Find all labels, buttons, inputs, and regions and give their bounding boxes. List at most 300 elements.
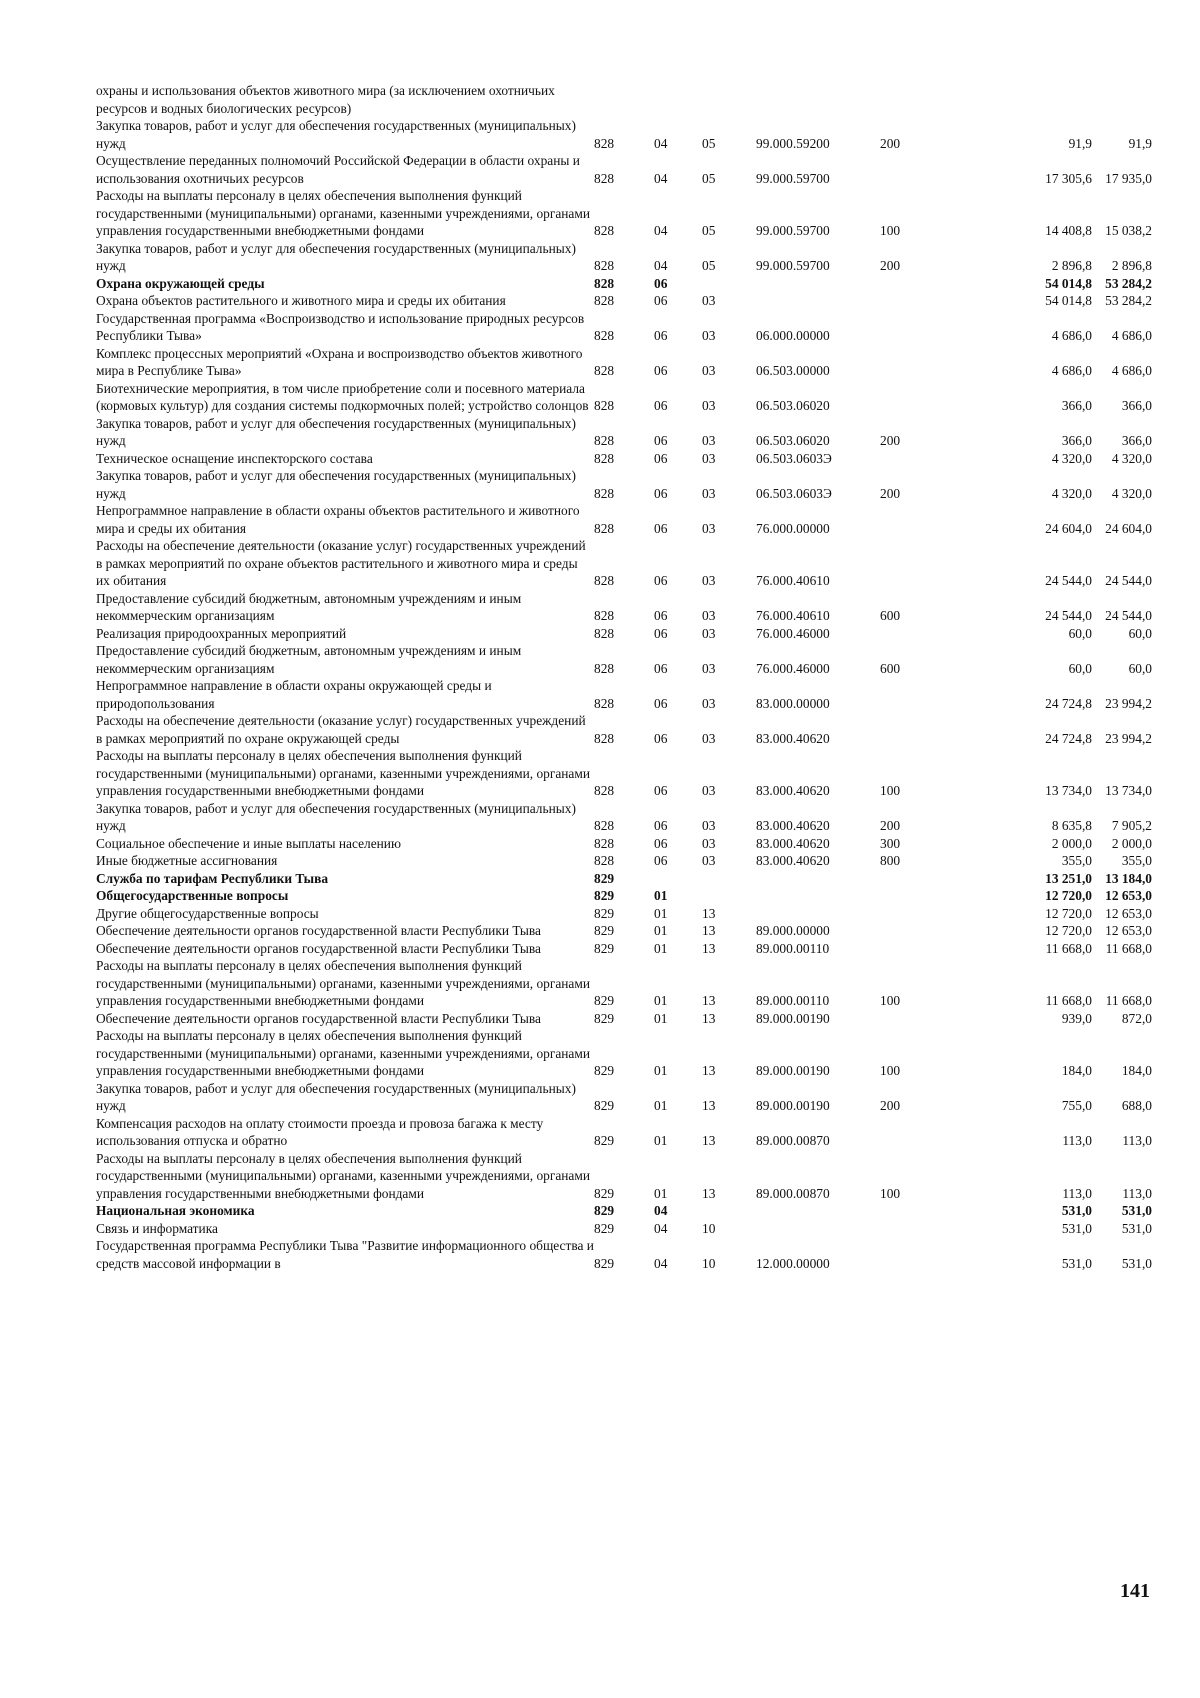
row-amount-year-1: 11 668,0 bbox=[1045, 940, 1092, 956]
row-amount-year-1: 939,0 bbox=[1061, 1010, 1092, 1026]
row-grbs-code: 828 bbox=[594, 573, 615, 588]
row-amount-year-2: 4 320,0 bbox=[1111, 485, 1152, 501]
page-number: 141 bbox=[1120, 1580, 1150, 1602]
row-target-article-code: 83.000.40620 bbox=[756, 853, 830, 868]
row-name: Обеспечение деятельности органов государственной власти Республики Тыва bbox=[96, 923, 541, 938]
row-target-article-code: 76.000.40610 bbox=[756, 573, 830, 588]
row-grbs-code: 829 bbox=[594, 1010, 615, 1026]
row-amount-year-1: 12 720,0 bbox=[1045, 923, 1092, 938]
row-amount-year-2: 23 994,2 bbox=[1105, 730, 1152, 746]
row-grbs-code: 828 bbox=[594, 660, 615, 676]
row-grbs-code: 828 bbox=[594, 730, 615, 746]
row-expense-type-code bbox=[880, 1220, 944, 1238]
row-amount-year-1: 184,0 bbox=[1061, 1063, 1092, 1078]
row-section-code: 04 bbox=[654, 170, 668, 186]
row-target-article-code: 06.000.00000 bbox=[756, 328, 830, 343]
row-section-code: 01 bbox=[654, 940, 668, 956]
row-section-code: 01 bbox=[654, 1133, 668, 1148]
row-amount-year-2: 60,0 bbox=[1128, 660, 1152, 676]
row-grbs-code: 828 bbox=[594, 853, 615, 868]
row-expense-type-code: 600 bbox=[880, 608, 901, 623]
row-section-code: 06 bbox=[654, 835, 668, 851]
row-subsection-code: 13 bbox=[702, 1133, 716, 1148]
row-name: Предоставление субсидий бюджетным, автономным учреждениям и иным некоммерческим организациям bbox=[96, 643, 522, 676]
row-section-code: 06 bbox=[654, 853, 668, 868]
row-amount-year-2: 2 896,8 bbox=[1111, 258, 1152, 273]
row-amount-year-2: 688,0 bbox=[1121, 1098, 1152, 1113]
row-expense-type-code bbox=[880, 275, 944, 293]
row-section-code: 01 bbox=[654, 905, 668, 921]
row-name: Национальная экономика bbox=[96, 1203, 255, 1218]
row-name: Реализация природоохранных мероприятий bbox=[96, 625, 347, 641]
row-target-article-code bbox=[756, 292, 880, 310]
table-row bbox=[96, 625, 1152, 643]
row-name: Государственная программа Республики Тыва "Развитие информационного общества и средств массовой информации в bbox=[96, 1238, 594, 1271]
row-amount-year-2: 11 668,0 bbox=[1105, 993, 1152, 1008]
row-target-article-code: 83.000.40620 bbox=[756, 730, 830, 746]
row-amount-year-2: 60,0 bbox=[1128, 625, 1152, 641]
row-amount-year-1: 2 896,8 bbox=[1051, 258, 1092, 273]
row-subsection-code bbox=[702, 82, 756, 117]
table-row bbox=[96, 415, 1152, 450]
table-row bbox=[96, 1237, 1152, 1272]
row-section-code: 04 bbox=[654, 1203, 668, 1218]
row-grbs-code: 828 bbox=[594, 608, 615, 623]
row-amount-year-2: 24 544,0 bbox=[1105, 608, 1152, 623]
row-name: Техническое оснащение инспекторского состава bbox=[96, 450, 373, 466]
row-section-code: 06 bbox=[654, 695, 668, 711]
row-name: Другие общегосударственные вопросы bbox=[96, 905, 319, 921]
row-expense-type-code: 200 bbox=[880, 135, 901, 151]
row-target-article-code: 83.000.40620 bbox=[756, 783, 830, 798]
row-target-article-code: 89.000.00110 bbox=[756, 993, 830, 1008]
row-grbs-code: 828 bbox=[594, 258, 615, 273]
row-subsection-code: 03 bbox=[702, 328, 716, 343]
row-name: Закупка товаров, работ и услуг для обеспечения государственных (муниципальных) нужд bbox=[96, 468, 576, 501]
row-target-article-code bbox=[756, 275, 880, 293]
row-expense-type-code: 100 bbox=[880, 783, 901, 798]
row-amount-year-1: 366,0 bbox=[1061, 433, 1092, 448]
row-section-code: 06 bbox=[654, 433, 668, 448]
row-subsection-code: 13 bbox=[702, 993, 716, 1008]
row-subsection-code: 03 bbox=[702, 695, 716, 711]
row-subsection-code bbox=[702, 275, 756, 293]
row-grbs-code: 829 bbox=[594, 1098, 615, 1113]
row-grbs-code: 828 bbox=[594, 433, 615, 448]
table-row bbox=[96, 152, 1152, 187]
row-section-code: 01 bbox=[654, 993, 668, 1008]
row-amount-year-1: 366,0 bbox=[1061, 398, 1092, 413]
row-amount-year-2: 12 653,0 bbox=[1105, 888, 1152, 903]
row-section-code: 06 bbox=[654, 608, 668, 623]
row-target-article-code: 83.000.40620 bbox=[756, 818, 830, 833]
row-grbs-code: 828 bbox=[594, 818, 615, 833]
row-amount-year-1: 12 720,0 bbox=[1045, 888, 1092, 903]
row-subsection-code: 03 bbox=[702, 818, 716, 833]
row-section-code: 01 bbox=[654, 1098, 668, 1113]
row-expense-type-code bbox=[880, 152, 944, 187]
row-name: Связь и информатика bbox=[96, 1220, 218, 1236]
row-target-article-code: 06.503.06020 bbox=[756, 433, 830, 448]
row-grbs-code: 829 bbox=[594, 1255, 615, 1271]
row-target-article-code: 89.000.00000 bbox=[756, 923, 830, 938]
row-name: Закупка товаров, работ и услуг для обеспечения государственных (муниципальных) нужд bbox=[96, 800, 576, 833]
row-target-article-code bbox=[756, 82, 880, 117]
row-subsection-code: 03 bbox=[702, 608, 716, 623]
row-target-article-code: 83.000.00000 bbox=[756, 695, 830, 711]
row-section-code: 01 bbox=[654, 888, 668, 903]
row-target-article-code: 99.000.59700 bbox=[756, 170, 830, 186]
row-expense-type-code bbox=[880, 712, 944, 747]
row-subsection-code: 03 bbox=[702, 853, 716, 868]
row-amount-year-1: 531,0 bbox=[1061, 1203, 1092, 1218]
row-grbs-code: 828 bbox=[594, 783, 615, 798]
row-subsection-code: 03 bbox=[702, 660, 716, 676]
row-grbs-code: 829 bbox=[594, 1220, 615, 1236]
row-section-code: 06 bbox=[654, 625, 668, 641]
row-section-code: 06 bbox=[654, 660, 668, 676]
row-amount-year-2: 15 038,2 bbox=[1105, 223, 1152, 238]
row-expense-type-code: 300 bbox=[880, 835, 901, 851]
row-amount-year-2: 872,0 bbox=[1121, 1010, 1152, 1026]
row-section-code bbox=[654, 870, 702, 888]
row-expense-type-code: 200 bbox=[880, 258, 901, 273]
row-name: Закупка товаров, работ и услуг для обеспечения государственных (муниципальных) нужд bbox=[96, 1080, 576, 1113]
row-amount-year-1: 91,9 bbox=[1068, 135, 1092, 151]
row-expense-type-code bbox=[880, 82, 944, 117]
row-grbs-code: 828 bbox=[594, 398, 615, 413]
row-amount-year-2: 2 000,0 bbox=[1111, 835, 1152, 851]
row-grbs-code: 828 bbox=[594, 695, 615, 711]
row-section-code: 06 bbox=[654, 275, 668, 291]
row-subsection-code: 13 bbox=[702, 905, 716, 921]
row-expense-type-code bbox=[880, 502, 944, 537]
row-amount-year-1: 13 734,0 bbox=[1045, 783, 1092, 798]
row-section-code bbox=[654, 82, 702, 117]
table-row bbox=[96, 887, 1152, 905]
row-section-code: 04 bbox=[654, 258, 668, 273]
row-name: Расходы на обеспечение деятельности (оказание услуг) государственных учреждений в рамках мероприятий по охране объектов растительного и животного мира и среды их обитания bbox=[96, 538, 586, 588]
row-amount-year-1: 54 014,8 bbox=[1045, 293, 1092, 308]
row-name: Расходы на обеспечение деятельности (оказание услуг) государственных учреждений в рамках мероприятий по охране окружающей среды bbox=[96, 713, 586, 746]
row-section-code: 01 bbox=[654, 923, 668, 938]
row-target-article-code: 76.000.46000 bbox=[756, 625, 830, 641]
row-amount-year-1: 12 720,0 bbox=[1045, 905, 1092, 921]
row-expense-type-code bbox=[880, 450, 944, 468]
row-name: Предоставление субсидий бюджетным, автономным учреждениям и иным некоммерческим организациям bbox=[96, 590, 522, 623]
row-amount-year-2: 7 905,2 bbox=[1111, 818, 1152, 833]
table-row bbox=[96, 835, 1152, 853]
row-grbs-code: 828 bbox=[594, 223, 615, 238]
row-amount-year-1: 4 686,0 bbox=[1051, 328, 1092, 343]
row-grbs-code: 829 bbox=[594, 1063, 615, 1078]
row-amount-year-1: 24 544,0 bbox=[1045, 608, 1092, 623]
row-grbs-code: 828 bbox=[594, 170, 615, 186]
row-grbs-code: 829 bbox=[594, 1185, 615, 1201]
row-subsection-code bbox=[702, 887, 756, 905]
table-row bbox=[96, 310, 1152, 345]
row-target-article-code: 89.000.00190 bbox=[756, 1098, 830, 1113]
row-name: Непрограммное направление в области охраны объектов растительного и животного мира и среды их обитания bbox=[96, 503, 580, 536]
row-amount-year-1: 17 305,6 bbox=[1045, 170, 1092, 186]
row-amount-year-1: 4 686,0 bbox=[1051, 363, 1092, 378]
row-expense-type-code: 200 bbox=[880, 818, 901, 833]
row-grbs-code bbox=[594, 82, 654, 117]
row-subsection-code: 13 bbox=[702, 1063, 716, 1078]
row-subsection-code: 03 bbox=[702, 520, 716, 536]
row-grbs-code: 829 bbox=[594, 870, 615, 886]
row-expense-type-code: 600 bbox=[880, 660, 901, 676]
row-target-article-code: 89.000.00190 bbox=[756, 1010, 830, 1026]
row-grbs-code: 828 bbox=[594, 328, 615, 343]
row-target-article-code: 99.000.59200 bbox=[756, 135, 830, 151]
row-target-article-code bbox=[756, 1202, 880, 1220]
row-amount-year-2: 13 734,0 bbox=[1105, 783, 1152, 798]
row-amount-year-2: 24 544,0 bbox=[1105, 573, 1152, 588]
row-subsection-code: 13 bbox=[702, 1098, 716, 1113]
row-name: Расходы на выплаты персоналу в целях обеспечения выполнения функций государственными (муниципальными) органами, казенными учреждениями, органами управления государственными внебюджетными фондами bbox=[96, 1028, 591, 1078]
row-amount-year-2: 17 935,0 bbox=[1105, 170, 1152, 186]
row-section-code: 06 bbox=[654, 363, 668, 378]
row-amount-year-2: 12 653,0 bbox=[1105, 905, 1152, 921]
row-amount-year-2: 113,0 bbox=[1122, 1133, 1152, 1148]
row-name: Закупка товаров, работ и услуг для обеспечения государственных (муниципальных) нужд bbox=[96, 415, 576, 448]
table-row bbox=[96, 345, 1152, 380]
table-row bbox=[96, 292, 1152, 310]
row-amount-year-1: 60,0 bbox=[1068, 625, 1092, 641]
table-row bbox=[96, 380, 1152, 415]
row-section-code: 06 bbox=[654, 485, 668, 501]
row-name: Общегосударственные вопросы bbox=[96, 888, 289, 903]
row-target-article-code: 06.503.06020 bbox=[756, 398, 830, 413]
row-name: Комплекс процессных мероприятий «Охрана и воспроизводство объектов животного мира в Республике Тыва» bbox=[96, 345, 583, 378]
row-target-article-code: 83.000.40620 bbox=[756, 835, 830, 851]
row-amount-year-2: 4 686,0 bbox=[1111, 328, 1152, 343]
table-row bbox=[96, 450, 1152, 468]
row-amount-year-2: 4 320,0 bbox=[1111, 450, 1152, 466]
row-amount-year-2: 184,0 bbox=[1121, 1063, 1152, 1078]
row-amount-year-2: 4 686,0 bbox=[1111, 363, 1152, 378]
row-grbs-code: 828 bbox=[594, 835, 615, 851]
row-expense-type-code bbox=[880, 677, 944, 712]
row-section-code: 06 bbox=[654, 818, 668, 833]
table-row bbox=[96, 537, 1152, 590]
table-row bbox=[96, 275, 1152, 293]
table-row bbox=[96, 677, 1152, 712]
row-target-article-code bbox=[756, 887, 880, 905]
row-amount-year-1: 755,0 bbox=[1061, 1098, 1092, 1113]
row-amount-year-2: 113,0 bbox=[1122, 1185, 1152, 1201]
row-grbs-code: 829 bbox=[594, 993, 615, 1008]
row-subsection-code: 03 bbox=[702, 450, 716, 466]
row-grbs-code: 828 bbox=[594, 520, 615, 536]
row-name: Биотехнические мероприятия, в том числе приобретение соли и посевного материала (кормовых культур) для создания системы подкормочных полей; устройство солонцов bbox=[96, 380, 589, 413]
row-section-code: 06 bbox=[654, 520, 668, 536]
table-row bbox=[96, 1027, 1152, 1080]
row-expense-type-code bbox=[880, 292, 944, 310]
row-expense-type-code bbox=[880, 870, 944, 888]
row-amount-year-2: 13 184,0 bbox=[1105, 870, 1152, 886]
row-name: Охрана объектов растительного и животного мира и среды их обитания bbox=[96, 293, 506, 308]
row-name: Расходы на выплаты персоналу в целях обеспечения выполнения функций государственными (муниципальными) органами, казенными учреждениями, органами управления государственными внебюджетными фондами bbox=[96, 1150, 591, 1201]
row-target-article-code: 76.000.40610 bbox=[756, 608, 830, 623]
row-expense-type-code bbox=[880, 1010, 944, 1028]
row-target-article-code: 89.000.00110 bbox=[756, 940, 830, 956]
row-expense-type-code bbox=[880, 887, 944, 905]
row-target-article-code bbox=[756, 905, 880, 923]
row-subsection-code: 13 bbox=[702, 940, 716, 956]
table-row bbox=[96, 502, 1152, 537]
row-expense-type-code: 800 bbox=[880, 853, 901, 868]
row-amount-year-1: 24 724,8 bbox=[1045, 730, 1092, 746]
row-grbs-code: 828 bbox=[594, 450, 615, 466]
row-target-article-code: 76.000.46000 bbox=[756, 660, 830, 676]
row-section-code: 01 bbox=[654, 1185, 668, 1201]
row-amount-year-1: 13 251,0 bbox=[1045, 870, 1092, 886]
row-subsection-code: 03 bbox=[702, 363, 716, 378]
row-subsection-code: 10 bbox=[702, 1220, 716, 1236]
budget-table bbox=[96, 82, 1152, 1272]
row-amount-year-1: 11 668,0 bbox=[1045, 993, 1092, 1008]
row-name: Расходы на выплаты персоналу в целях обеспечения выполнения функций государственными (муниципальными) органами, казенными учреждениями, органами управления государственными внебюджетными фондами bbox=[96, 958, 591, 1008]
row-section-code: 06 bbox=[654, 573, 668, 588]
table-row bbox=[96, 1150, 1152, 1203]
row-expense-type-code bbox=[880, 1202, 944, 1220]
row-amount-year-1: 531,0 bbox=[1061, 1220, 1092, 1236]
row-amount-year-1: 60,0 bbox=[1068, 660, 1092, 676]
row-section-code: 06 bbox=[654, 398, 668, 413]
row-target-article-code: 06.503.0603Э bbox=[756, 485, 832, 501]
row-target-article-code: 99.000.59700 bbox=[756, 258, 830, 273]
row-subsection-code: 03 bbox=[702, 398, 716, 413]
row-subsection-code: 03 bbox=[702, 433, 716, 448]
row-grbs-code: 828 bbox=[594, 293, 615, 308]
row-name: Охрана окружающей среды bbox=[96, 275, 265, 291]
row-subsection-code: 03 bbox=[702, 293, 716, 308]
row-name: Служба по тарифам Республики Тыва bbox=[96, 870, 329, 886]
table-row bbox=[96, 1220, 1152, 1238]
row-amount-year-1: 2 000,0 bbox=[1051, 835, 1092, 851]
table-row bbox=[96, 800, 1152, 835]
row-target-article-code: 06.503.0603Э bbox=[756, 450, 832, 466]
row-target-article-code: 89.000.00190 bbox=[756, 1063, 830, 1078]
row-expense-type-code: 100 bbox=[880, 223, 901, 238]
row-expense-type-code: 200 bbox=[880, 433, 901, 448]
row-expense-type-code: 200 bbox=[880, 1098, 901, 1113]
row-amount-year-1: 8 635,8 bbox=[1051, 818, 1092, 833]
row-target-article-code: 06.503.00000 bbox=[756, 363, 830, 378]
row-amount-year-2: 355,0 bbox=[1121, 853, 1152, 868]
row-amount-year-2: 366,0 bbox=[1121, 398, 1152, 413]
row-subsection-code: 03 bbox=[702, 573, 716, 588]
row-subsection-code: 03 bbox=[702, 730, 716, 746]
row-grbs-code: 829 bbox=[594, 888, 615, 903]
table-row bbox=[96, 117, 1152, 152]
row-target-article-code: 99.000.59700 bbox=[756, 223, 830, 238]
row-expense-type-code bbox=[880, 310, 944, 345]
row-subsection-code: 10 bbox=[702, 1255, 716, 1271]
table-row bbox=[96, 1115, 1152, 1150]
row-amount-year-2: 24 604,0 bbox=[1105, 520, 1152, 536]
row-name: Закупка товаров, работ и услуг для обеспечения государственных (муниципальных) нужд bbox=[96, 118, 576, 151]
row-expense-type-code bbox=[880, 1237, 944, 1272]
row-section-code: 06 bbox=[654, 783, 668, 798]
table-row bbox=[96, 1202, 1152, 1220]
row-expense-type-code bbox=[880, 922, 944, 940]
row-expense-type-code bbox=[880, 940, 944, 958]
row-subsection-code: 03 bbox=[702, 485, 716, 501]
row-amount-year-1: 113,0 bbox=[1062, 1133, 1092, 1148]
row-grbs-code: 828 bbox=[594, 363, 615, 378]
row-section-code: 04 bbox=[654, 135, 668, 151]
row-expense-type-code bbox=[880, 625, 944, 643]
row-section-code: 06 bbox=[654, 328, 668, 343]
row-amount-year-2: 23 994,2 bbox=[1105, 695, 1152, 711]
row-amount-year-1: 24 724,8 bbox=[1045, 695, 1092, 711]
row-grbs-code: 829 bbox=[594, 1203, 615, 1218]
table-row bbox=[96, 1080, 1152, 1115]
row-amount-year-2: 366,0 bbox=[1121, 433, 1152, 448]
row-expense-type-code: 100 bbox=[880, 1063, 901, 1078]
row-expense-type-code: 100 bbox=[880, 993, 901, 1008]
row-expense-type-code bbox=[880, 1115, 944, 1150]
row-name: Непрограммное направление в области охраны окружающей среды и природопользования bbox=[96, 678, 492, 711]
row-name: Социальное обеспечение и иные выплаты населению bbox=[96, 835, 401, 851]
row-amount-year-2: 91,9 bbox=[1128, 135, 1152, 151]
row-section-code: 06 bbox=[654, 293, 668, 308]
row-amount-year-1: 4 320,0 bbox=[1051, 485, 1092, 501]
row-subsection-code: 05 bbox=[702, 223, 716, 238]
row-amount-year-1: 14 408,8 bbox=[1045, 223, 1092, 238]
row-amount-year-1: 54 014,8 bbox=[1045, 275, 1092, 291]
row-name: Расходы на выплаты персоналу в целях обеспечения выполнения функций государственными (муниципальными) органами, казенными учреждениями, органами управления государственными внебюджетными фондами bbox=[96, 748, 591, 798]
budget-table-body bbox=[96, 82, 1152, 1272]
row-amount-year-1: 24 544,0 bbox=[1045, 573, 1092, 588]
row-amount-year-1: 355,0 bbox=[1061, 853, 1092, 868]
table-row bbox=[96, 187, 1152, 240]
row-grbs-code: 828 bbox=[594, 275, 615, 291]
row-expense-type-code bbox=[880, 345, 944, 380]
row-name: охраны и использования объектов животного мира (за исключением охотничьих ресурсов и водных биологических ресурсов) bbox=[96, 83, 555, 116]
table-row bbox=[96, 922, 1152, 940]
table-row bbox=[96, 467, 1152, 502]
row-name: Осуществление переданных полномочий Российской Федерации в области охраны и использования охотничьих ресурсов bbox=[96, 153, 580, 186]
table-row bbox=[96, 905, 1152, 923]
row-grbs-code: 829 bbox=[594, 923, 615, 938]
row-subsection-code: 13 bbox=[702, 923, 716, 938]
row-amount-year-2: 53 284,2 bbox=[1105, 275, 1152, 291]
row-expense-type-code: 100 bbox=[880, 1185, 901, 1201]
table-row bbox=[96, 240, 1152, 275]
table-row bbox=[96, 712, 1152, 747]
row-section-code: 04 bbox=[654, 1255, 668, 1271]
row-amount-year-2: 53 284,2 bbox=[1105, 293, 1152, 308]
row-amount-year-1: 531,0 bbox=[1061, 1255, 1092, 1271]
row-subsection-code: 03 bbox=[702, 835, 716, 851]
row-section-code: 01 bbox=[654, 1010, 668, 1026]
table-row bbox=[96, 747, 1152, 800]
row-target-article-code bbox=[756, 870, 880, 888]
row-subsection-code bbox=[702, 1202, 756, 1220]
row-section-code: 04 bbox=[654, 223, 668, 238]
row-grbs-code: 829 bbox=[594, 1133, 615, 1148]
row-subsection-code: 03 bbox=[702, 783, 716, 798]
row-target-article-code: 89.000.00870 bbox=[756, 1185, 830, 1201]
table-row bbox=[96, 852, 1152, 870]
row-section-code: 04 bbox=[654, 1220, 668, 1236]
row-subsection-code: 13 bbox=[702, 1010, 716, 1026]
row-subsection-code: 05 bbox=[702, 258, 716, 273]
